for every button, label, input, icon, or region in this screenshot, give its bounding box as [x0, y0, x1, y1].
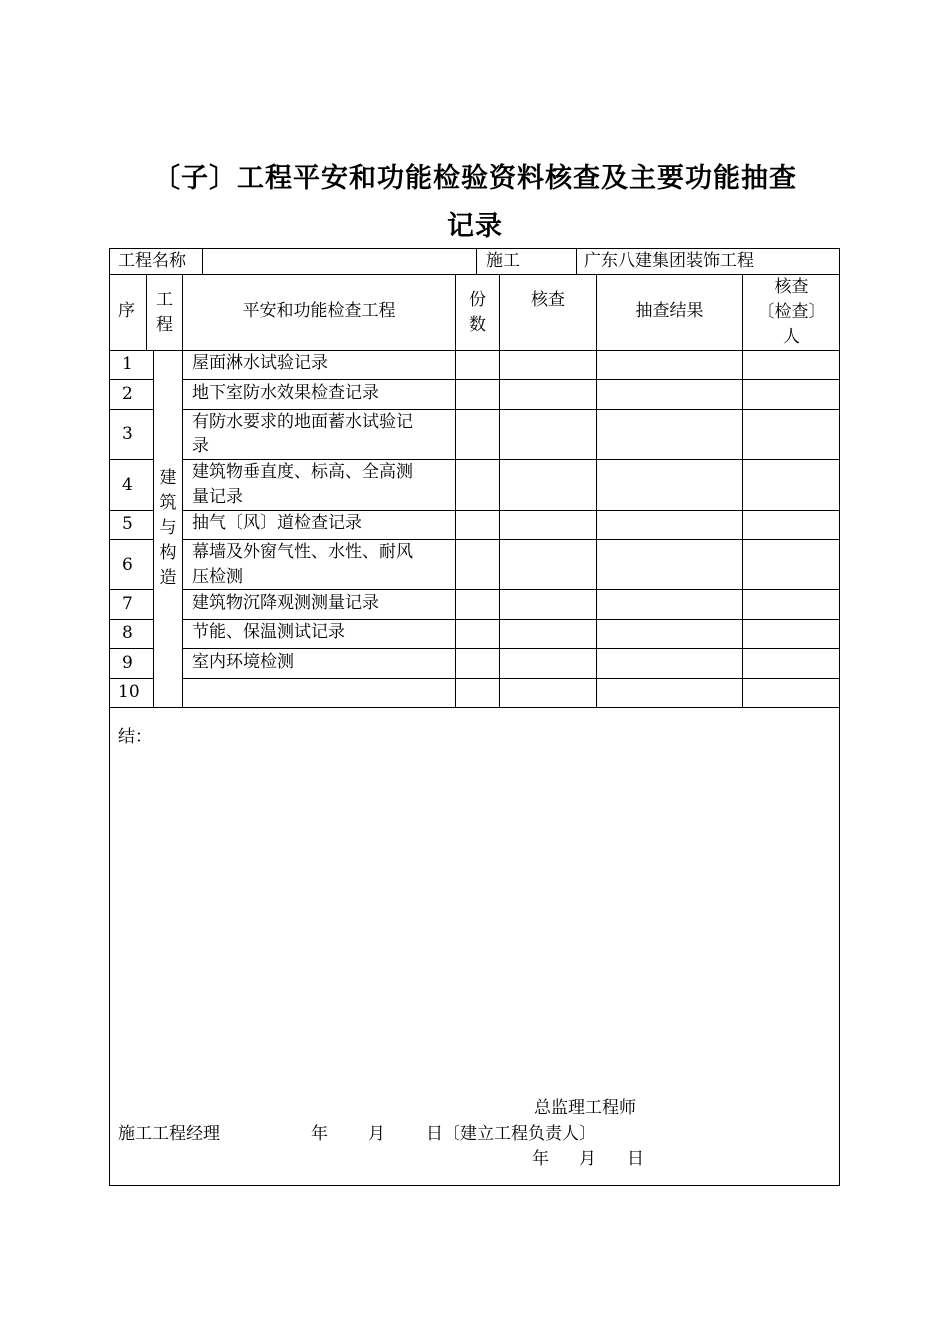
project-name-label: 工程名称: [118, 251, 186, 271]
table-rule: [109, 510, 153, 511]
manager-date-day-owner: 日〔建立工程负责人〕: [426, 1124, 596, 1144]
row-item: 建筑物沉降观测测量记录: [192, 593, 379, 613]
table-rule: [109, 379, 153, 380]
table-rule: [109, 459, 153, 460]
document-title-line1: 〔子〕工程平安和功能检验资料核查及主要功能抽查: [153, 163, 797, 194]
table-rule: [109, 539, 153, 540]
table-rule: [182, 274, 183, 708]
constructor-value: 广东八建集团装饰工程: [584, 251, 754, 271]
header-check: 核查: [531, 290, 565, 310]
owner-date-month: 月: [579, 1149, 596, 1169]
row-seq: 8: [122, 623, 133, 643]
table-rule: [576, 248, 577, 275]
header-category: 工 程: [156, 290, 173, 335]
row-seq: 2: [122, 384, 133, 404]
header-inspector: 核查 〔检查〕 人: [757, 277, 826, 347]
category-building-structure: 建 筑 与 构 造: [159, 468, 177, 588]
constructor-label: 施工: [486, 251, 520, 271]
manager-signature-label: 施工工程经理: [118, 1124, 220, 1144]
row-seq: 5: [122, 514, 133, 534]
conclusion-label: 结：: [118, 727, 152, 747]
row-item: 建筑物垂直度、标高、全高测: [192, 462, 413, 482]
table-rule: [202, 248, 203, 275]
row-seq: 10: [118, 682, 140, 702]
row-item: 屋面淋水试验记录: [192, 353, 328, 373]
header-copies: 份 数: [469, 290, 486, 335]
row-item: 地下室防水效果检查记录: [192, 383, 379, 403]
manager-date-year: 年: [311, 1124, 328, 1144]
table-rule: [476, 248, 477, 275]
row-seq: 1: [122, 354, 133, 374]
header-seq: 序: [118, 301, 135, 321]
row-seq: 6: [122, 555, 133, 575]
table-rule: [109, 589, 153, 590]
table-rule: [109, 707, 840, 708]
owner-date-day: 日: [627, 1149, 644, 1169]
row-seq: 7: [122, 594, 133, 614]
document-title-line2: 记录: [447, 211, 503, 242]
table-rule: [109, 619, 153, 620]
table-rule: [455, 274, 456, 708]
table-rule: [109, 678, 153, 679]
row-item: 节能、保温测试记录: [192, 622, 345, 642]
header-result: 抽查结果: [635, 301, 704, 321]
row-item-continued: 压检测: [192, 567, 243, 587]
row-item-continued: 录: [192, 436, 209, 456]
header-item: 平安和功能检查工程: [242, 301, 396, 321]
row-item: 幕墙及外窗气性、水性、耐风: [192, 542, 413, 562]
table-rule: [596, 274, 597, 708]
row-seq: 3: [122, 424, 133, 444]
row-seq: 9: [122, 653, 133, 673]
table-rule: [109, 409, 153, 410]
manager-date-month: 月: [368, 1124, 385, 1144]
row-item: 室内环境检测: [192, 652, 294, 672]
row-item: 有防水要求的地面蓄水试验记: [192, 412, 413, 432]
table-rule: [499, 274, 500, 708]
owner-date-year: 年: [532, 1149, 549, 1169]
row-item: 抽气〔风〕道检查记录: [192, 513, 362, 533]
table-rule: [109, 648, 153, 649]
supervisor-title: 总监理工程师: [534, 1098, 636, 1118]
row-item-continued: 量记录: [192, 487, 243, 507]
table-rule: [109, 274, 840, 275]
row-seq: 4: [122, 475, 133, 495]
